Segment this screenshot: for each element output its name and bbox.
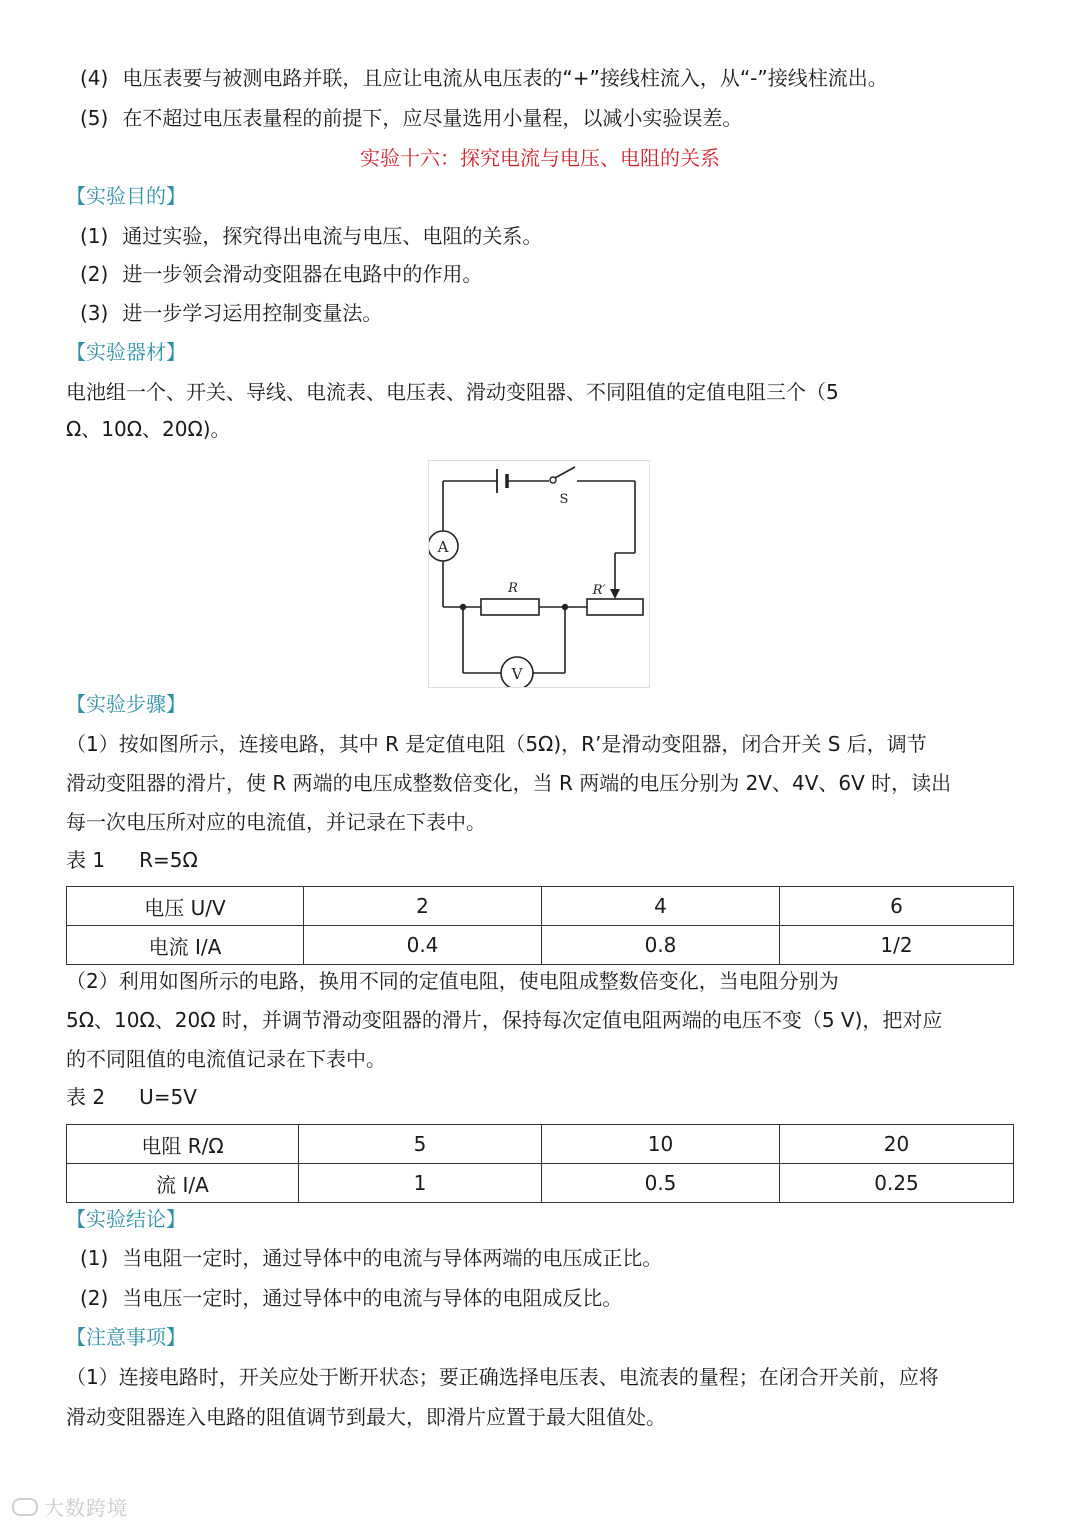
watermark-text: 大数跨境 (44, 1496, 128, 1520)
step2-line-1: （2）利用如图所示的电路，换用不同的定值电阻，使电阻成整数倍变化，当电阻分别为 (66, 969, 839, 993)
table-cell: 0.8 (542, 926, 780, 965)
purpose-item-2 (80, 260, 482, 288)
table2 (66, 1124, 1014, 1203)
equipment-line-2: Ω、10Ω、20Ω)。 (66, 417, 231, 441)
table-cell: 0.4 (304, 926, 542, 965)
item-text: 进一步领会滑动变阻器在电路中的作用。 (122, 262, 483, 286)
item-number: (3) (80, 301, 109, 325)
item-number: (2) (80, 262, 109, 286)
section-heading-notes: 【注意事项】 (66, 1325, 186, 1349)
step1-line-2: 滑动变阻器的滑片，使 R 两端的电压成整数倍变化，当 R 两端的电压分别为 2V、4V、6V 时，读出 (66, 771, 952, 795)
notes-line-2: 滑动变阻器连入电路的阻值调节到最大，即滑片应置于最大阻值处。 (66, 1405, 666, 1429)
circuit-svg (429, 461, 649, 687)
table-cell: 4 (542, 887, 780, 926)
rheostat-label: R′ (592, 583, 606, 598)
table-row (67, 1125, 1014, 1164)
item-number: (5) (80, 106, 109, 130)
table-cell: 1/2 (780, 926, 1014, 965)
item-text: 在不超过电压表量程的前提下，应尽量选用小量程，以减小实验误差。 (122, 106, 743, 130)
voltmeter-label: V (511, 665, 523, 683)
table-cell: 电阻 R/Ω (67, 1125, 299, 1164)
intro-item-5 (80, 104, 742, 132)
table1-caption (66, 846, 198, 874)
table2-condition: U=5V (139, 1085, 197, 1109)
section-heading-conclusion: 【实验结论】 (66, 1207, 186, 1231)
table-cell: 1 (299, 1164, 542, 1203)
table-cell: 20 (780, 1125, 1014, 1164)
table-cell: 0.5 (542, 1164, 780, 1203)
table-cell: 6 (780, 887, 1014, 926)
table-cell: 流 I/A (67, 1164, 299, 1203)
table-cell: 电流 I/A (67, 926, 304, 965)
switch-label: S (559, 492, 569, 507)
table-cell: 10 (542, 1125, 780, 1164)
watermark (12, 1492, 128, 1521)
conclusion-item-2 (80, 1284, 622, 1312)
watermark-logo-icon (12, 1498, 38, 1516)
purpose-item-1 (80, 222, 542, 250)
step2-line-3: 的不同阻值的电流值记录在下表中。 (66, 1047, 386, 1071)
equipment-line-1: 电池组一个、开关、导线、电流表、电压表、滑动变阻器、不同阻值的定值电阻三个（5 (66, 380, 839, 404)
item-text: 当电阻一定时，通过导体中的电流与导体两端的电压成正比。 (122, 1246, 663, 1270)
step1-line-3: 每一次电压所对应的电流值，并记录在下表中。 (66, 810, 486, 834)
notes-line-1: （1）连接电路时，开关应处于断开状态；要正确选择电压表、电流表的量程；在闭合开关前，应将 (66, 1365, 939, 1389)
table-cell: 电压 U/V (67, 887, 304, 926)
item-number: (1) (80, 224, 109, 248)
circuit-diagram (428, 460, 650, 688)
section-heading-equipment: 【实验器材】 (66, 340, 186, 364)
item-text: 进一步学习运用控制变量法。 (122, 301, 383, 325)
table-row (67, 887, 1014, 926)
conclusion-item-1 (80, 1244, 662, 1272)
table-cell: 5 (299, 1125, 542, 1164)
intro-item-4 (80, 64, 888, 92)
table-row (67, 1164, 1014, 1203)
item-number: (2) (80, 1286, 109, 1310)
purpose-item-3 (80, 299, 382, 327)
item-text: 通过实验，探究得出电流与电压、电阻的关系。 (122, 224, 543, 248)
item-number: (1) (80, 1246, 109, 1270)
item-text: 当电压一定时，通过导体中的电流与导体的电阻成反比。 (122, 1286, 623, 1310)
section-heading-steps: 【实验步骤】 (66, 692, 186, 716)
table1 (66, 886, 1014, 965)
step1-line-1: （1）按如图所示，连接电路，其中 R 是定值电阻（5Ω)，R’是滑动变阻器，闭合开关 S 后，调节 (66, 732, 927, 756)
experiment-title: 实验十六：探究电流与电压、电阻的关系 (360, 146, 720, 170)
table2-caption (66, 1083, 197, 1111)
ammeter-label: A (437, 538, 449, 556)
item-number: (4) (80, 66, 109, 90)
item-text: 电压表要与被测电路并联，且应让电流从电压表的“+”接线柱流入，从“-”接线柱流出。 (122, 66, 888, 90)
table1-condition: R=5Ω (139, 848, 198, 872)
section-heading-purpose: 【实验目的】 (66, 184, 186, 208)
step2-line-2: 5Ω、10Ω、20Ω 时，并调节滑动变阻器的滑片，保持每次定值电阻两端的电压不变（5 V)，把对应 (66, 1008, 943, 1032)
table-cell: 2 (304, 887, 542, 926)
table-cell: 0.25 (780, 1164, 1014, 1203)
table1-caption-label: 表 1 (66, 848, 106, 872)
table-row (67, 926, 1014, 965)
resistor-label: R (508, 581, 518, 596)
table2-caption-label: 表 2 (66, 1085, 106, 1109)
